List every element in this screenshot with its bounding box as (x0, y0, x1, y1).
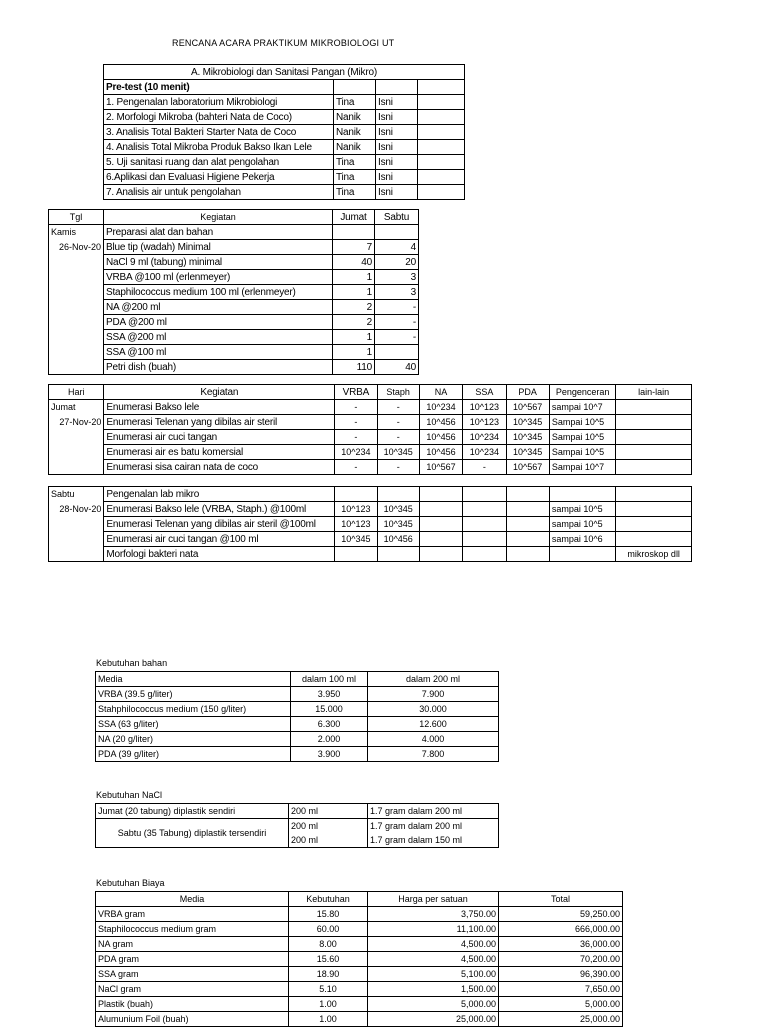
table-row (96, 717, 499, 732)
cell: Enumerasi Bakso lele (VRBA, Staph.) @100ml (104, 502, 335, 517)
cell (49, 315, 104, 330)
cell: Blue tip (wadah) Minimal (104, 240, 333, 255)
table-row (49, 517, 692, 532)
cell: Enumerasi Telenan yang dibilas air steril (104, 415, 335, 430)
table-header-row (49, 385, 692, 400)
table-row (49, 240, 419, 255)
table-row (104, 155, 465, 170)
cell: Preparasi alat dan bahan (104, 225, 333, 240)
cell (463, 547, 506, 562)
cell: NA (20 g/liter) (96, 732, 291, 747)
cell: 5,000.00 (499, 997, 623, 1012)
cell: 26-Nov-20 (49, 240, 104, 255)
cell: - (335, 415, 377, 430)
table-row (49, 532, 692, 547)
table-row (49, 400, 692, 415)
table-row (96, 687, 499, 702)
cell: Isni (376, 95, 418, 110)
cell (418, 185, 465, 200)
cell (419, 487, 462, 502)
cell: PDA @200 ml (104, 315, 333, 330)
cell: 3 (375, 270, 419, 285)
cell: Tina (334, 95, 376, 110)
cell (616, 502, 692, 517)
cell: - (375, 330, 419, 345)
cell: 7.800 (368, 747, 499, 762)
cell: Isni (376, 155, 418, 170)
cell (616, 445, 692, 460)
cell: 10^456 (419, 415, 462, 430)
cell: 4,500.00 (368, 952, 499, 967)
cell: 1. Pengenalan laboratorium Mikrobiologi (104, 95, 334, 110)
cell (377, 547, 419, 562)
cell: 2 (333, 315, 375, 330)
cell: 7.900 (368, 687, 499, 702)
cell: 1 (333, 285, 375, 300)
caption-biaya: Kebutuhan Biaya (96, 878, 165, 888)
cell (616, 415, 692, 430)
cell (418, 95, 465, 110)
cell: Petri dish (buah) (104, 360, 333, 375)
cell: 15.80 (289, 907, 368, 922)
cell: Sampai 10^7 (549, 460, 616, 475)
table-row (104, 95, 465, 110)
col-header: dalam 100 ml (291, 672, 368, 687)
cell (49, 547, 104, 562)
col-header: Total (499, 892, 623, 907)
col-header: Harga per satuan (368, 892, 499, 907)
cell: 11,100.00 (368, 922, 499, 937)
col-header: Staph (377, 385, 419, 400)
cell: Enumerasi Telenan yang dibilas air steril @100ml (104, 517, 335, 532)
cell (335, 487, 377, 502)
cell: 1.7 gram dalam 200 ml (368, 819, 499, 834)
cell: Kamis (49, 225, 104, 240)
cell: - (377, 400, 419, 415)
cell: Staphilococcus medium gram (96, 922, 289, 937)
cell (49, 300, 104, 315)
cell (49, 330, 104, 345)
table-bahan (95, 671, 499, 762)
cell (463, 502, 506, 517)
table-row (49, 345, 419, 360)
cell (418, 170, 465, 185)
cell: SSA gram (96, 967, 289, 982)
cell: Plastik (buah) (96, 997, 289, 1012)
cell: - (377, 415, 419, 430)
col-header: lain-lain (616, 385, 692, 400)
cell: 10^123 (335, 517, 377, 532)
cell: Alumunium Foil (buah) (96, 1012, 289, 1027)
cell (616, 430, 692, 445)
cell (463, 517, 506, 532)
cell (616, 532, 692, 547)
table-row (49, 315, 419, 330)
cell (418, 125, 465, 140)
cell (377, 487, 419, 502)
cell: Nanik (334, 125, 376, 140)
table-row (104, 80, 465, 95)
cell: 30.000 (368, 702, 499, 717)
cell: 1 (333, 345, 375, 360)
col-header: Media (96, 892, 289, 907)
cell: 10^456 (419, 445, 462, 460)
col-header: Kebutuhan (289, 892, 368, 907)
cell: SSA @100 ml (104, 345, 333, 360)
table-row (49, 255, 419, 270)
cell (375, 345, 419, 360)
cell (419, 517, 462, 532)
cell: 7 (333, 240, 375, 255)
col-header: PDA (506, 385, 549, 400)
cell: - (377, 430, 419, 445)
cell (418, 110, 465, 125)
cell: 4.000 (368, 732, 499, 747)
cell (49, 285, 104, 300)
cell: 3,750.00 (368, 907, 499, 922)
cell: 20 (375, 255, 419, 270)
cell: 10^345 (377, 517, 419, 532)
cell (506, 547, 549, 562)
caption-bahan: Kebutuhan bahan (96, 658, 168, 668)
cell: 10^234 (335, 445, 377, 460)
cell: 4,500.00 (368, 937, 499, 952)
cell: VRBA gram (96, 907, 289, 922)
cell: 5. Uji sanitasi ruang dan alat pengolahan (104, 155, 334, 170)
cell: SSA (63 g/liter) (96, 717, 291, 732)
table-row (49, 300, 419, 315)
cell: Enumerasi sisa cairan nata de coco (104, 460, 335, 475)
cell: 10^123 (463, 400, 506, 415)
table-row (49, 225, 419, 240)
cell: 10^567 (506, 460, 549, 475)
cell: 10^345 (506, 430, 549, 445)
table-row (49, 445, 692, 460)
table-schedule-friday (48, 384, 692, 475)
cell: 27-Nov-20 (49, 415, 104, 430)
cell: - (463, 460, 506, 475)
col-header: Media (96, 672, 291, 687)
cell: VRBA (39.5 g/liter) (96, 687, 291, 702)
cell: Morfologi bakteri nata (104, 547, 335, 562)
cell: Enumerasi air es batu komersial (104, 445, 335, 460)
cell (49, 430, 104, 445)
cell: 25,000.00 (368, 1012, 499, 1027)
cell: 3 (375, 285, 419, 300)
cell: 10^456 (419, 430, 462, 445)
cell: NA gram (96, 937, 289, 952)
col-header: Kegiatan (104, 210, 333, 225)
cell (49, 270, 104, 285)
cell: Enumerasi Bakso lele (104, 400, 335, 415)
cell: PDA gram (96, 952, 289, 967)
cell: 666,000.00 (499, 922, 623, 937)
cell (335, 547, 377, 562)
cell: 10^456 (377, 532, 419, 547)
table-topics (103, 64, 465, 200)
cell: sampai 10^6 (549, 532, 616, 547)
table-row (49, 502, 692, 517)
cell: PDA (39 g/liter) (96, 747, 291, 762)
cell (49, 255, 104, 270)
cell: Jumat (20 tabung) diplastik sendiri (96, 804, 289, 819)
cell: 1.7 gram dalam 200 ml (368, 804, 499, 819)
cell: 15.000 (291, 702, 368, 717)
cell: Sampai 10^5 (549, 430, 616, 445)
cell: 6.300 (291, 717, 368, 732)
col-header: Hari (49, 385, 104, 400)
cell (333, 225, 375, 240)
table-biaya (95, 891, 623, 1027)
cell (616, 400, 692, 415)
cell: 7,650.00 (499, 982, 623, 997)
cell: 60.00 (289, 922, 368, 937)
cell: 15.60 (289, 952, 368, 967)
table-schedule-saturday (48, 486, 692, 562)
cell: Enumerasi air cuci tangan (104, 430, 335, 445)
cell: sampai 10^5 (549, 502, 616, 517)
cell: Isni (376, 170, 418, 185)
col-header: NA (419, 385, 462, 400)
col-header: Jumat (333, 210, 375, 225)
table-row (49, 547, 692, 562)
table-row (96, 967, 623, 982)
cell: mikroskop dll (616, 547, 692, 562)
cell: 40 (333, 255, 375, 270)
table-row (104, 110, 465, 125)
cell: 3.950 (291, 687, 368, 702)
table-row (96, 922, 623, 937)
table-row (96, 732, 499, 747)
table-row (49, 360, 419, 375)
cell (49, 460, 104, 475)
cell (616, 460, 692, 475)
cell: NA @200 ml (104, 300, 333, 315)
table-row (96, 747, 499, 762)
col-header: Sabtu (375, 210, 419, 225)
cell: 10^234 (463, 430, 506, 445)
cell (463, 487, 506, 502)
table-row (96, 819, 499, 834)
cell: 18.90 (289, 967, 368, 982)
col-header: dalam 200 ml (368, 672, 499, 687)
table-preparation (48, 209, 419, 375)
cell: Tina (334, 155, 376, 170)
cell: 1 (333, 270, 375, 285)
cell: Pre-test (10 menit) (104, 80, 334, 95)
cell: 10^345 (506, 415, 549, 430)
cell (376, 80, 418, 95)
cell: 7. Analisis air untuk pengolahan (104, 185, 334, 200)
cell (616, 517, 692, 532)
cell: 5,100.00 (368, 967, 499, 982)
cell (419, 532, 462, 547)
cell: Nanik (334, 140, 376, 155)
cell: 3.900 (291, 747, 368, 762)
cell (616, 487, 692, 502)
table-row (49, 460, 692, 475)
table-topics-header: A. Mikrobiologi dan Sanitasi Pangan (Mikro) (104, 65, 465, 80)
cell: - (335, 400, 377, 415)
table-header-row (96, 672, 499, 687)
cell: 25,000.00 (499, 1012, 623, 1027)
col-header: Pengenceran (549, 385, 616, 400)
cell (49, 445, 104, 460)
cell: SSA @200 ml (104, 330, 333, 345)
cell: Isni (376, 110, 418, 125)
table-row (96, 937, 623, 952)
cell: Sabtu (35 Tabung) diplastik tersendiri (96, 819, 289, 848)
cell: 1.00 (289, 997, 368, 1012)
cell: 10^345 (335, 532, 377, 547)
table-row (49, 415, 692, 430)
cell: 10^234 (419, 400, 462, 415)
cell: Stahphilococcus medium (150 g/liter) (96, 702, 291, 717)
table-row (104, 185, 465, 200)
table-nacl (95, 803, 499, 848)
table-row (49, 270, 419, 285)
document-title: RENCANA ACARA PRAKTIKUM MIKROBIOLOGI UT (172, 38, 395, 48)
table-row (96, 907, 623, 922)
cell: NaCl 9 ml (tabung) minimal (104, 255, 333, 270)
cell: 10^123 (335, 502, 377, 517)
cell: 40 (375, 360, 419, 375)
cell: 2 (333, 300, 375, 315)
cell: 200 ml (289, 819, 368, 834)
table-row (49, 285, 419, 300)
cell (506, 487, 549, 502)
table-row (96, 804, 499, 819)
cell: 10^345 (506, 445, 549, 460)
cell: VRBA @100 ml (erlenmeyer) (104, 270, 333, 285)
cell: 10^123 (463, 415, 506, 430)
table-header-row (96, 892, 623, 907)
cell: 5.10 (289, 982, 368, 997)
cell (334, 80, 376, 95)
cell: Tina (334, 170, 376, 185)
col-header: SSA (463, 385, 506, 400)
cell: 2. Morfologi Mikroba (bahteri Nata de Coco) (104, 110, 334, 125)
cell: 36,000.00 (499, 937, 623, 952)
cell (419, 547, 462, 562)
cell: 110 (333, 360, 375, 375)
cell: 10^345 (377, 502, 419, 517)
cell: 200 ml (289, 833, 368, 848)
cell: 4. Analisis Total Mikroba Produk Bakso Ikan Lele (104, 140, 334, 155)
cell: 3. Analisis Total Bakteri Starter Nata de Coco (104, 125, 334, 140)
cell: 200 ml (289, 804, 368, 819)
cell: Sabtu (49, 487, 104, 502)
cell (49, 532, 104, 547)
cell (549, 487, 616, 502)
cell: Staphilococcus medium 100 ml (erlenmeyer) (104, 285, 333, 300)
cell: 10^234 (463, 445, 506, 460)
cell: Isni (376, 185, 418, 200)
cell: 10^567 (506, 400, 549, 415)
table-header-row (49, 210, 419, 225)
cell: 6.Aplikasi dan Evaluasi Higiene Pekerja (104, 170, 334, 185)
table-row (96, 997, 623, 1012)
cell: 4 (375, 240, 419, 255)
table-row (96, 1012, 623, 1027)
cell: sampai 10^5 (549, 517, 616, 532)
cell: Sampai 10^5 (549, 415, 616, 430)
table-row (104, 125, 465, 140)
cell: 96,390.00 (499, 967, 623, 982)
cell: 8.00 (289, 937, 368, 952)
cell: 5,000.00 (368, 997, 499, 1012)
cell: 12.600 (368, 717, 499, 732)
table-row (49, 430, 692, 445)
table-row (104, 170, 465, 185)
cell: Tina (334, 185, 376, 200)
cell (549, 547, 616, 562)
cell: Sampai 10^5 (549, 445, 616, 460)
cell (506, 502, 549, 517)
cell: Jumat (49, 400, 104, 415)
cell: 1,500.00 (368, 982, 499, 997)
cell (506, 517, 549, 532)
col-header: VRBA (335, 385, 377, 400)
cell (49, 517, 104, 532)
cell (419, 502, 462, 517)
cell: sampai 10^7 (549, 400, 616, 415)
caption-nacl: Kebutuhan NaCl (96, 790, 163, 800)
table-row (49, 487, 692, 502)
cell: 1.00 (289, 1012, 368, 1027)
cell: Enumerasi air cuci tangan @100 ml (104, 532, 335, 547)
cell: - (335, 430, 377, 445)
cell: 70,200.00 (499, 952, 623, 967)
table-row (49, 330, 419, 345)
cell (375, 225, 419, 240)
cell: 10^345 (377, 445, 419, 460)
cell: - (375, 300, 419, 315)
cell: 59,250.00 (499, 907, 623, 922)
table-row (96, 702, 499, 717)
col-header: Tgl (49, 210, 104, 225)
cell (418, 140, 465, 155)
cell: Isni (376, 125, 418, 140)
cell (418, 155, 465, 170)
table-row (96, 982, 623, 997)
cell: Nanik (334, 110, 376, 125)
cell: 28-Nov-20 (49, 502, 104, 517)
cell: 1 (333, 330, 375, 345)
col-header: Kegiatan (104, 385, 335, 400)
cell: - (377, 460, 419, 475)
cell: 10^567 (419, 460, 462, 475)
cell (418, 80, 465, 95)
cell (463, 532, 506, 547)
cell: Isni (376, 140, 418, 155)
cell: - (375, 315, 419, 330)
cell: - (335, 460, 377, 475)
table-row (104, 140, 465, 155)
cell: 1.7 gram dalam 150 ml (368, 833, 499, 848)
cell (49, 345, 104, 360)
table-row (96, 952, 623, 967)
cell: Pengenalan lab mikro (104, 487, 335, 502)
cell: NaCl gram (96, 982, 289, 997)
cell (506, 532, 549, 547)
cell: 2.000 (291, 732, 368, 747)
cell (49, 360, 104, 375)
